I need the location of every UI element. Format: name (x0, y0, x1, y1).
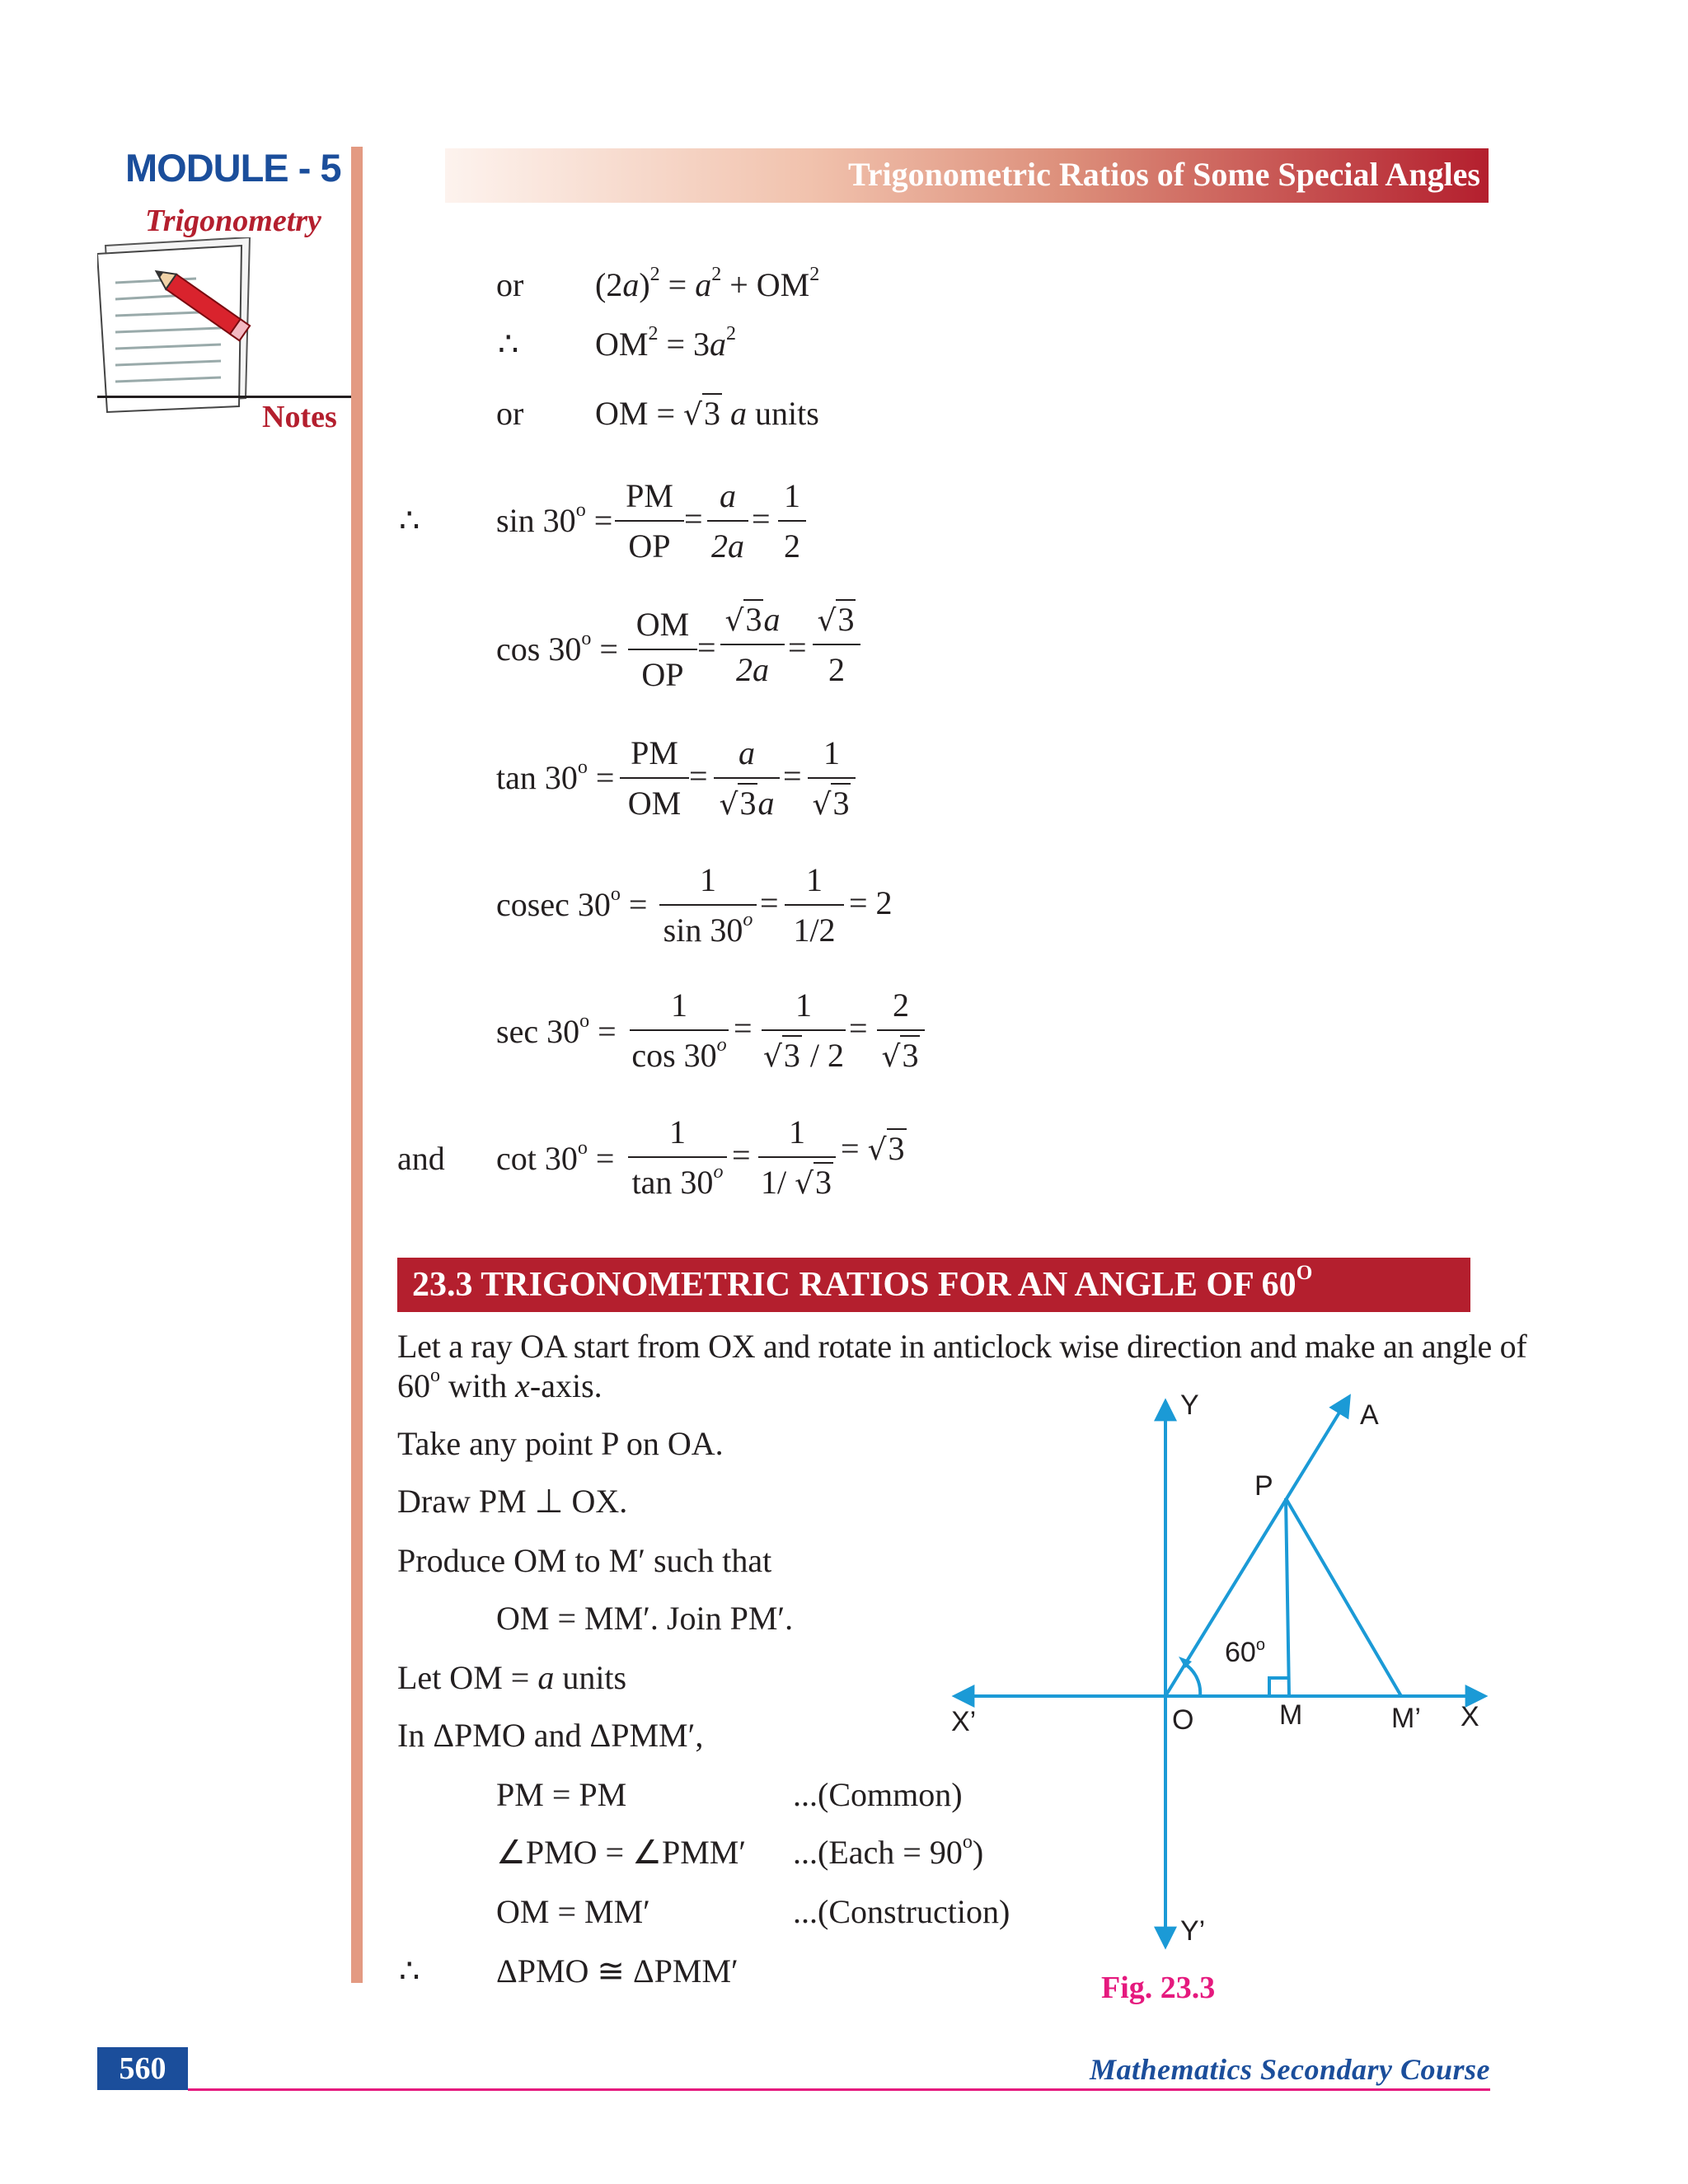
figure-caption: Fig. 23.3 (1101, 1971, 1216, 2005)
sin-frac-2: a 2a (707, 476, 748, 565)
sec-eq-1: = (734, 1010, 753, 1047)
paragraph-1: Let a ray OA start from OX and rotate in anticlock wise direction and make an angle of 60$^o$ with x-axis. (397, 1328, 1527, 1404)
label-o: O (1172, 1704, 1194, 1736)
notes-divider (97, 396, 361, 398)
sec-frac-3: 2 √3 (877, 986, 925, 1075)
proof-row-1-right: ...(Common) (793, 1776, 963, 1813)
or-label-2: or (496, 395, 524, 432)
tan-frac-1: PM OM (620, 733, 689, 823)
line-take-point: Take any point P on OA. (397, 1425, 724, 1462)
equation-3: OM = √3 a units (595, 395, 819, 432)
tan-eq-1: = (689, 757, 708, 794)
cot-frac-1: 1 tan 30$^o$ (628, 1113, 727, 1202)
subject-label: Trigonometry (145, 204, 321, 238)
tan-label: $\tan 30^o$ = (496, 756, 615, 796)
cosec-frac-1: 1 sin 30$^o$ (659, 860, 757, 949)
page-number: 560 (97, 2047, 188, 2090)
line-let-om: Let OM = a units (397, 1659, 627, 1696)
line-produce: Produce OM to M′ such that (397, 1542, 772, 1579)
tan-frac-2: a √3a (714, 733, 780, 823)
line-draw-pm: Draw PM ⊥ OX. (397, 1483, 628, 1520)
figure-23-3 (940, 1385, 1500, 1961)
cos-eq-1: = (697, 629, 716, 666)
segment-pm-prime (1286, 1498, 1401, 1696)
equation-1: $(2a)^2 = a^2 + OM^2$ (595, 263, 820, 303)
page-title: Trigonometric Ratios of Some Special Angles (848, 156, 1480, 193)
cos-frac-3: √3 2 (813, 600, 860, 689)
cos-label: $\cos 30^o$ = (496, 627, 618, 668)
label-m: M (1279, 1699, 1303, 1731)
proof-row-1-left: PM = PM (496, 1776, 627, 1813)
cos-frac-1: OM OP (628, 605, 697, 694)
and-label: and (397, 1140, 445, 1177)
proof-row-2-right: ...(Each = $90^o$) (793, 1830, 984, 1871)
cos-eq-2: = (788, 629, 807, 666)
cos-frac-2: √3a 2a (720, 600, 785, 689)
cosec-label: cosec $30^o$ = (496, 883, 648, 923)
label-a: A (1360, 1399, 1379, 1431)
segment-pm (1286, 1498, 1289, 1696)
label-y-prime: Y’ (1180, 1915, 1206, 1947)
proof-row-3-left: OM = MM′ (496, 1893, 650, 1930)
proof-therefore: ∴ (399, 1952, 420, 1990)
cosec-eq-1: = (760, 884, 779, 921)
course-name: Mathematics Secondary Course (1089, 2053, 1490, 2086)
cosec-frac-2: 1 1/2 (785, 860, 844, 949)
or-label-1: or (496, 266, 524, 303)
notes-label: Notes (262, 400, 337, 434)
label-x: X (1461, 1701, 1479, 1732)
label-y: Y (1180, 1390, 1199, 1421)
module-label: MODULE - 5 (125, 146, 341, 190)
sec-frac-2: 1 √3 / 2 (762, 987, 845, 1074)
cot-eq-1: = (732, 1137, 751, 1174)
label-angle: 60$^o$ (1225, 1636, 1265, 1668)
section-heading: 23.3 TRIGONOMETRIC RATIOS FOR AN ANGLE OF $60^O$ (397, 1258, 1470, 1312)
tan-eq-2: = (783, 757, 802, 794)
sin-frac-1: PM OP (615, 476, 684, 565)
angle-arc (1184, 1663, 1200, 1696)
equation-2: $OM^2 = 3a^2$ (595, 322, 737, 363)
label-x-prime: X’ (951, 1706, 977, 1737)
label-m-prime: M’ (1391, 1703, 1421, 1734)
cot-label: $\cot 30^o$ = (496, 1137, 615, 1177)
cot-result: = √3 (841, 1130, 905, 1167)
label-p: P (1254, 1470, 1273, 1502)
sin-eq-1: = (684, 500, 703, 537)
proof-row-4: ΔPMO ≅ ΔPMM′ (496, 1952, 738, 1990)
cosec-result: = 2 (849, 884, 893, 921)
proof-row-3-right: ...(Construction) (793, 1893, 1010, 1930)
notepad-pencil-icon (97, 237, 262, 415)
sin-label: $\sin 30^o$ = (496, 499, 613, 539)
sidebar-rule (351, 147, 363, 1983)
tan-frac-3: 1 √3 (808, 733, 856, 823)
therefore-sin: ∴ (399, 502, 420, 539)
proof-row-2-left: ∠PMO = ∠PMM′ (496, 1834, 747, 1871)
sin-frac-3: 1 2 (778, 476, 806, 565)
therefore-1: ∴ (498, 326, 519, 363)
cot-frac-2: 1 1/ √3 (758, 1113, 836, 1202)
footer-rule (188, 2088, 1490, 2091)
line-triangles: In ΔPMO and ΔPMM′, (397, 1717, 704, 1754)
sin-eq-2: = (752, 500, 771, 537)
sec-frac-1: 1 cos 30$^o$ (630, 986, 729, 1075)
sec-label: $\sec 30^o$ = (496, 1010, 617, 1050)
line-om-mm: OM = MM′. Join PM′. (496, 1600, 794, 1637)
right-angle-mark (1269, 1678, 1289, 1696)
sec-eq-2: = (849, 1010, 868, 1047)
